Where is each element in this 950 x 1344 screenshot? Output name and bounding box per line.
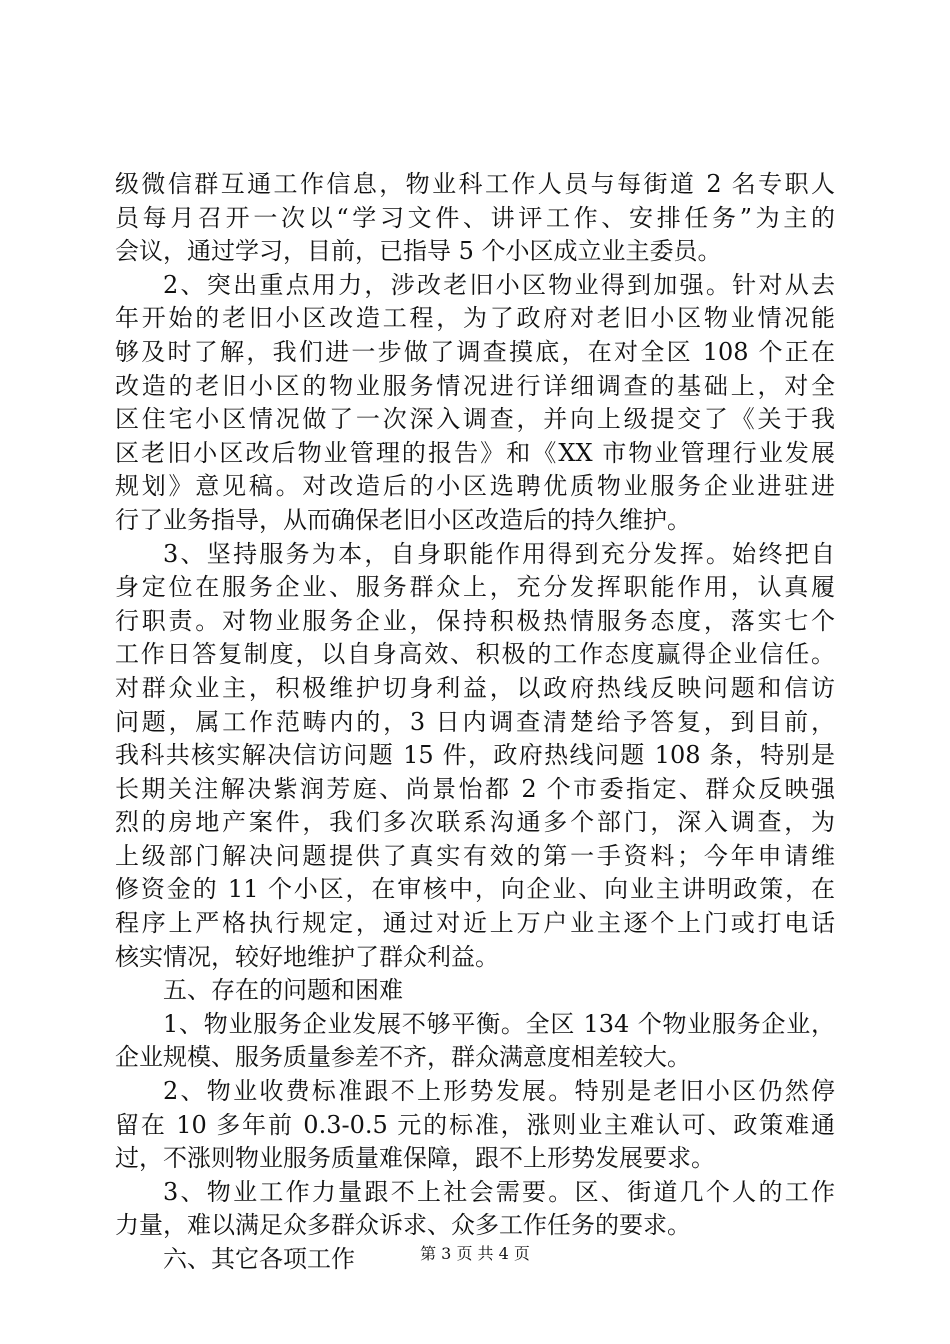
text-line: 行职责。对物业服务企业，保持积极热情服务态度，落实七个 <box>115 606 835 635</box>
text-line: 年开始的老旧小区改造工程，为了政府对老旧小区物业情况能 <box>115 304 835 333</box>
paragraph-item-3 <box>115 538 835 975</box>
text-line: 程序上严格执行规定，通过对近上万户业主逐个上门或打电话 <box>115 909 835 938</box>
section-heading: 六、其它各项工作 <box>163 1245 355 1273</box>
page-number-label: 第 3 页 共 4 页 <box>420 1244 530 1263</box>
section-heading-problems <box>115 974 835 1008</box>
text-line: 够及时了解，我们进一步做了调查摸底，在对全区 108 个正在 <box>115 337 835 366</box>
text-line: 烈的房地产案件，我们多次联系沟通多个部门，深入调查，为 <box>115 808 835 837</box>
text-line: 修资金的 11 个小区，在审核中，向企业、向业主讲明政策，在 <box>115 875 835 904</box>
section-heading: 五、存在的问题和困难 <box>163 976 403 1005</box>
text-line: 区住宅小区情况做了一次深入调查，并向上级提交了《关于我 <box>115 405 835 434</box>
text-line: 员每月召开一次以“学习文件、讲评工作、安排任务”为主的 <box>115 203 835 232</box>
paragraph-continuation <box>115 168 835 269</box>
paragraph-problem-3 <box>115 1176 835 1243</box>
text-line: 1、物业服务企业发展不够平衡。全区 134 个物业服务企业， <box>163 1009 835 1038</box>
text-line: 区老旧小区改后物业管理的报告》和《XX 市物业管理行业发展 <box>115 438 835 467</box>
text-line: 3、物业工作力量跟不上社会需要。区、街道几个人的工作 <box>163 1177 835 1206</box>
text-line: 规划》意见稿。对改造后的小区选聘优质物业服务企业进驻进 <box>115 472 835 501</box>
text-line: 工作日答复制度，以自身高效、积极的工作态度赢得企业信任。 <box>115 640 835 669</box>
text-line: 3、坚持服务为本，自身职能作用得到充分发挥。始终把自 <box>163 539 835 568</box>
paragraph-problem-1 <box>115 1008 835 1075</box>
paragraph-item-2 <box>115 269 835 538</box>
text-line: 企业规模、服务质量参差不齐，群众满意度相差较大。 <box>115 1043 691 1072</box>
text-line: 行了业务指导，从而确保老旧小区改造后的持久维护。 <box>115 505 691 534</box>
text-line: 身定位在服务企业、服务群众上，充分发挥职能作用，认真履 <box>115 573 835 602</box>
text-line: 我科共核实解决信访问题 15 件，政府热线问题 108 条，特别是 <box>115 741 835 770</box>
page-footer <box>0 1243 950 1265</box>
text-line: 2、物业收费标准跟不上形势发展。特别是老旧小区仍然停 <box>163 1077 835 1106</box>
text-line: 长期关注解决紫润芳庭、尚景怡都 2 个市委指定、群众反映强 <box>115 774 835 803</box>
text-line: 级微信群互通工作信息，物业科工作人员与每街道 2 名专职人 <box>115 170 835 198</box>
text-line: 过，不涨则物业服务质量难保障，跟不上形势发展要求。 <box>115 1144 715 1173</box>
text-line: 2、突出重点用力，涉改老旧小区物业得到加强。针对从去 <box>163 270 835 299</box>
text-line: 力量，难以满足众多群众诉求、众多工作任务的要求。 <box>115 1211 691 1240</box>
document-body <box>115 168 835 1277</box>
text-line: 对群众业主，积极维护切身利益，以政府热线反映问题和信访 <box>115 673 835 702</box>
text-line: 改造的老旧小区的物业服务情况进行详细调查的基础上，对全 <box>115 371 835 400</box>
text-line: 会议，通过学习，目前，已指导 5 个小区成立业主委员。 <box>115 237 722 266</box>
text-line: 留在 10 多年前 0.3-0.5 元的标准，涨则业主难认可、政策难通 <box>115 1110 835 1139</box>
paragraph-problem-2 <box>115 1075 835 1176</box>
text-line: 问题，属工作范畴内的，3 日内调查清楚给予答复，到目前， <box>115 707 835 736</box>
text-line: 核实情况，较好地维护了群众利益。 <box>115 942 499 971</box>
text-line: 上级部门解决问题提供了真实有效的第一手资料；今年申请维 <box>115 841 835 870</box>
